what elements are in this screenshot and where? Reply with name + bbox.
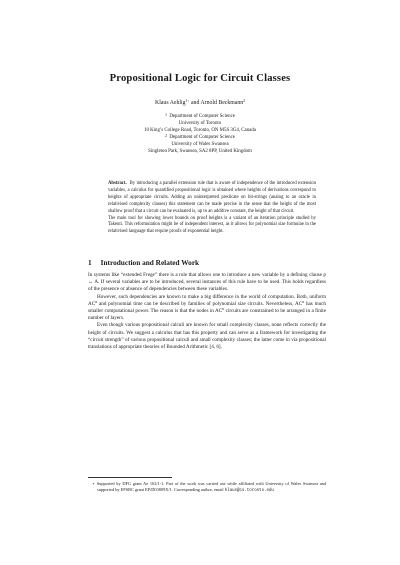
body-paragraph: However, such dependencies are known to make a big difference in the world of computation. Both, uniform AC⁰ and polynomial time can be described by families of polynomial size circuits. Nevertheless, AC⁰ has much smaller computational power. The reason is that the nodes in AC⁰ circuits are constrained to be arranged in a finite number of layers. [88, 293, 326, 322]
abstract-paragraph [108, 181, 316, 216]
paper-title: Propositional Logic for Circuit Classes [109, 73, 291, 84]
footnotes [88, 481, 326, 495]
footnote [88, 481, 326, 495]
footnote-email: klaus@cs.toronto.edu [224, 489, 274, 494]
section-body [88, 272, 326, 351]
section-heading [88, 258, 199, 267]
affiliation-line: 10 King’s College Road, Toronto, ON M5S 3G4, Canada [144, 128, 256, 134]
affiliation-number: 2 [165, 134, 167, 139]
affiliation-line: $^1$ Department of Computer Science [165, 113, 235, 119]
abstract [108, 181, 316, 236]
abstract-heading: Abstract. [108, 181, 127, 186]
abstract-paragraph: The main tool for showing lower bounds on proof heights is a variant of an iteration principle studied by Takeuti. This reformulation might be of independent interest, as it allows for polynomial size formulae in the relativised language that require proofs of exponential height. [108, 215, 316, 235]
affiliations [60, 113, 340, 156]
author-name: Klaus Aehlig [155, 100, 186, 106]
affiliation-line: University of Toronto [178, 121, 222, 127]
author-name: Arnold Beckmann [200, 100, 244, 106]
author-mark: 2 [243, 99, 245, 103]
affiliation-number: 1 [165, 113, 167, 117]
footnote-mark: ⋆ [92, 481, 95, 486]
section-number: 1 [88, 258, 92, 267]
affiliation-line: $^2$ Department of Computer Science [165, 134, 235, 141]
author-conjunction: and [189, 100, 201, 106]
abstract-text: By introducing a parallel extension rule that is aware of independence of the introduced extension variables, a calculus for quantified propositional logic is obtained where heights of derivations correspond to heights of appropriate circuits. Adding an uninterpreted predicate on bit-strings (analog to an oracle in relativised complexity classes) this statement can be made precise in the sense that the height of the most shallow proof that a circuit can be evaluated is, up to an additive constant, the height of that circuit. [108, 181, 316, 214]
section-title: Introduction and Related Work [100, 258, 200, 267]
footnote-text: Supported by DFG grant Ae 102/1-1. Part of the work was carried out while affiliated with University of Wales Swansea and supported by EPSRC grant EP/D03809X/1. Corresponding author, email [96, 481, 326, 493]
author-mark: 1⋆ [185, 99, 190, 103]
body-paragraph: Even though various propositional calculi are known for small complexity classes, none reflects correctly the height of circuits. We suggest a calculus that has this property and can serve as a framework for investigating the “circuit strength” of various propositional calculi and small complexity classes; the latter come in via propositional translations of appropriate theories of Bounded Arithmetic [4, 6]. [88, 322, 326, 351]
author-line [60, 100, 340, 106]
footnote-rule [88, 477, 172, 478]
affiliation-line: University of Wales Swansea [171, 142, 229, 148]
affiliation-line: Singleton Park, Swansea, SA2 8PP, United Kingdom [148, 149, 252, 155]
body-paragraph: In systems like “extended Frege” there is a rule that allows one to introduce a new variable by a defining clause p ↔ A. If several variables are to be introduced, several instances of this rule have to be used. This holds regardless of the presence or absence of dependencies between these variables. [88, 272, 326, 293]
